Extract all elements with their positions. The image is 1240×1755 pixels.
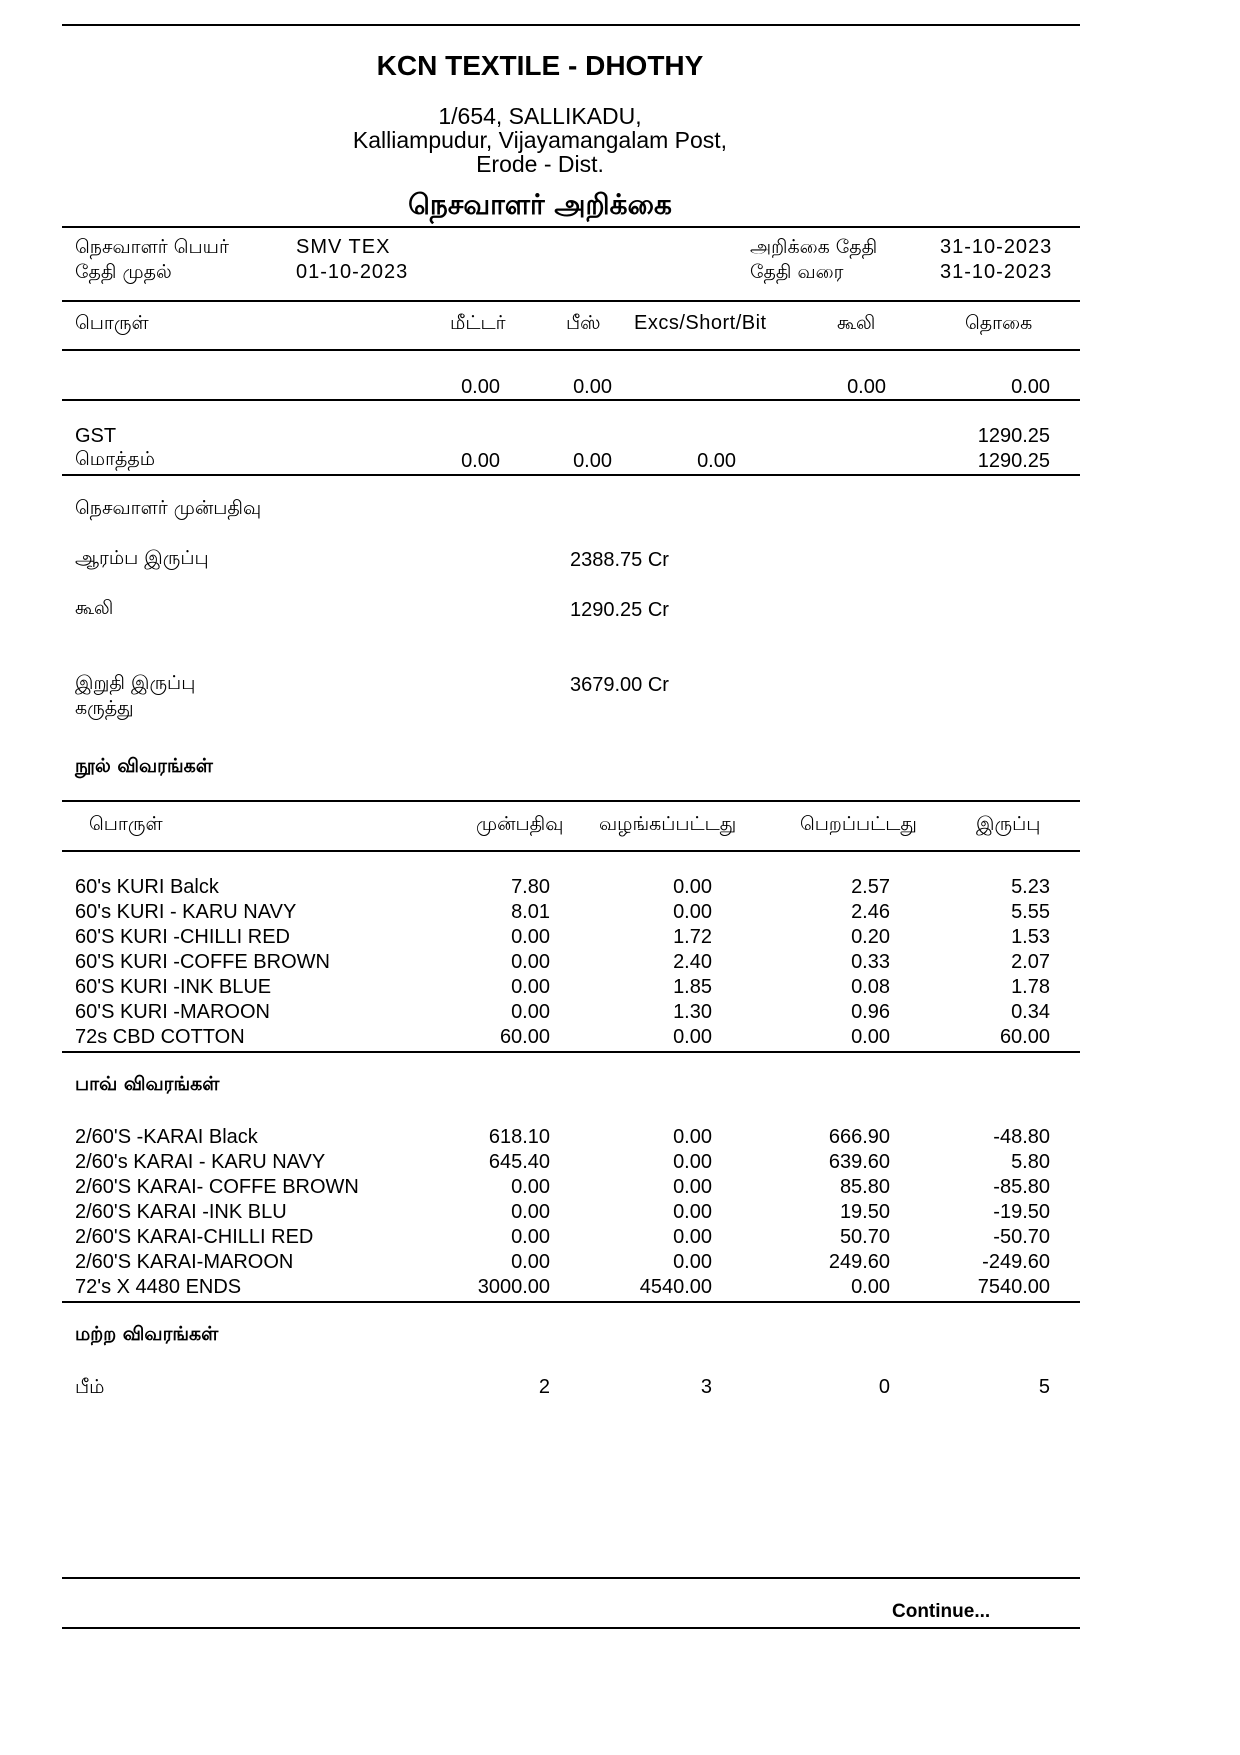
cell-a: 60.00 [499, 1026, 550, 1048]
cell-b: 4540.00 [639, 1276, 712, 1298]
cell-a: 3000.00 [477, 1276, 550, 1298]
cell-name: 2/60'S KARAI-MAROON [75, 1251, 294, 1273]
table-row [0, 1376, 1240, 1400]
main-row-rule [62, 399, 1080, 401]
cell-b: 0.00 [673, 1151, 712, 1173]
cell-d: 7540.00 [977, 1276, 1050, 1298]
yarn-header-balance: இருப்பு [976, 813, 1041, 835]
cell-c: 50.70 [839, 1226, 890, 1248]
cell-a: 618.10 [488, 1126, 550, 1148]
cell-b: 0.00 [673, 1026, 712, 1048]
cell-c: 0.00 [851, 1026, 890, 1048]
cell-a: 0.00 [511, 1176, 550, 1198]
cell-d: 1.53 [1011, 926, 1050, 948]
cell-name: 2/60'S KARAI- COFFE BROWN [75, 1176, 359, 1198]
table-row [0, 1126, 1240, 1150]
cell-b: 0.00 [673, 1226, 712, 1248]
cell-name: பீம் [75, 1376, 105, 1398]
address-line-1: 1/654, SALLIKADU, [438, 103, 642, 129]
cell-d: 0.34 [1011, 1001, 1050, 1023]
cell-c: 249.60 [828, 1251, 890, 1273]
cell-d: 60.00 [999, 1026, 1050, 1048]
address-line-2: Kalliampudur, Vijayamangalam Post, [352, 127, 728, 153]
cell-c: 2.57 [851, 876, 890, 898]
table-row [0, 926, 1240, 950]
table-row [0, 951, 1240, 975]
continue-label: Continue... [892, 1601, 991, 1622]
cell-d: -19.50 [993, 1201, 1050, 1223]
cell-c: 85.80 [839, 1176, 890, 1198]
table-row [0, 901, 1240, 925]
cell-c: 639.60 [828, 1151, 890, 1173]
opening-balance-label: ஆரம்ப இருப்பு [75, 547, 209, 569]
cell-c: 0.96 [851, 1001, 890, 1023]
main-row-piece: 0.00 [573, 376, 612, 398]
cell-b: 0.00 [673, 1251, 712, 1273]
yarn-bottom-rule [62, 1051, 1080, 1053]
cell-c: 0.00 [851, 1276, 890, 1298]
cell-name: 60'S KURI -CHILLI RED [75, 926, 290, 948]
cell-d: 1.78 [1011, 976, 1050, 998]
footer-bottom-rule [62, 1627, 1080, 1629]
opening-balance-value: 2388.75 Cr [570, 549, 669, 571]
cell-d: 2.07 [1011, 951, 1050, 973]
yarn-header-item: பொருள் [89, 813, 163, 835]
main-row-meter: 0.00 [461, 376, 500, 398]
yarn-header-advance: முன்பதிவு [476, 813, 564, 835]
cell-c: 0 [878, 1376, 890, 1398]
cell-c: 0.08 [851, 976, 890, 998]
cell-d: 5.55 [1011, 901, 1050, 923]
cell-b: 0.00 [673, 1176, 712, 1198]
cell-b: 2.40 [673, 951, 712, 973]
cell-d: -249.60 [982, 1251, 1050, 1273]
cell-b: 1.72 [673, 926, 712, 948]
document-title: நெசவாளர் அறிக்கை [408, 188, 672, 221]
table-row [0, 976, 1240, 1000]
date-to-label: தேதி வரை [750, 261, 844, 283]
warp-heading: பாவ் விவரங்கள் [75, 1073, 220, 1095]
cell-b: 3 [700, 1376, 712, 1398]
cell-c: 666.90 [828, 1126, 890, 1148]
cell-name: 60'S KURI -COFFE BROWN [75, 951, 330, 973]
cell-name: 2/60's KARAI - KARU NAVY [75, 1151, 326, 1173]
cell-c: 0.20 [851, 926, 890, 948]
date-from-label: தேதி முதல் [75, 261, 172, 283]
gst-label: GST [75, 425, 117, 447]
weaver-name-label: நெசவாளர் பெயர் [75, 236, 229, 258]
cell-b: 0.00 [673, 876, 712, 898]
table-row [0, 1251, 1240, 1275]
main-header-excs: Excs/Short/Bit [634, 312, 767, 334]
cell-d: 5.80 [1011, 1151, 1050, 1173]
cell-a: 0.00 [511, 1201, 550, 1223]
total-label: மொத்தம் [75, 448, 156, 470]
remarks-label: கருத்து [75, 697, 134, 719]
cell-c: 19.50 [839, 1201, 890, 1223]
table-row [0, 1001, 1240, 1025]
cell-a: 0.00 [511, 926, 550, 948]
main-header-rule [62, 349, 1080, 351]
other-heading: மற்ற விவரங்கள் [75, 1323, 219, 1345]
advance-wage-label: கூலி [75, 597, 114, 619]
yarn-header-received: பெறப்பட்டது [800, 813, 917, 835]
cell-d: -50.70 [993, 1226, 1050, 1248]
company-name: KCN TEXTILE - DHOTHY [376, 50, 704, 81]
gst-amount: 1290.25 [977, 425, 1050, 447]
closing-balance-value: 3679.00 Cr [570, 674, 669, 696]
cell-name: 60's KURI Balck [75, 876, 219, 898]
warp-bottom-rule [62, 1301, 1080, 1303]
cell-c: 0.33 [851, 951, 890, 973]
yarn-top-rule [62, 800, 1080, 802]
table-row [0, 1276, 1240, 1300]
table-row [0, 1226, 1240, 1250]
main-header-meter: மீட்டர் [450, 312, 506, 334]
yarn-header-rule [62, 850, 1080, 852]
total-piece: 0.00 [573, 450, 612, 472]
cell-a: 2 [538, 1376, 550, 1398]
main-row-wage: 0.00 [847, 376, 886, 398]
cell-b: 0.00 [673, 901, 712, 923]
weaver-name-value: SMV TEX [296, 236, 391, 258]
table-row [0, 1176, 1240, 1200]
total-excs: 0.00 [697, 450, 736, 472]
cell-a: 7.80 [511, 876, 550, 898]
top-rule [62, 24, 1080, 26]
table-row [0, 1201, 1240, 1225]
main-header-wage: கூலி [837, 312, 876, 334]
total-amount: 1290.25 [977, 450, 1050, 472]
advance-heading: நெசவாளர் முன்பதிவு [75, 497, 262, 519]
cell-b: 1.30 [673, 1001, 712, 1023]
main-header-piece: பீஸ் [566, 312, 601, 334]
cell-name: 60'S KURI -MAROON [75, 1001, 270, 1023]
cell-a: 8.01 [511, 901, 550, 923]
cell-name: 72s CBD COTTON [75, 1026, 245, 1048]
cell-c: 2.46 [851, 901, 890, 923]
table-row [0, 1026, 1240, 1050]
totals-rule [62, 474, 1080, 476]
main-row-amount: 0.00 [1011, 376, 1050, 398]
cell-name: 2/60'S KARAI -INK BLU [75, 1201, 287, 1223]
cell-name: 2/60'S -KARAI Black [75, 1126, 258, 1148]
table-row [0, 876, 1240, 900]
cell-name: 60'S KURI -INK BLUE [75, 976, 272, 998]
cell-d: -85.80 [993, 1176, 1050, 1198]
cell-a: 0.00 [511, 1226, 550, 1248]
cell-b: 0.00 [673, 1201, 712, 1223]
report-date-label: அறிக்கை தேதி [750, 236, 878, 258]
cell-a: 0.00 [511, 1251, 550, 1273]
cell-a: 645.40 [488, 1151, 550, 1173]
date-to-value: 31-10-2023 [940, 261, 1053, 283]
yarn-header-issued: வழங்கப்பட்டது [599, 813, 737, 835]
cell-a: 0.00 [511, 951, 550, 973]
info-rule [62, 300, 1080, 302]
yarn-heading: நூல் விவரங்கள் [75, 755, 213, 777]
total-meter: 0.00 [461, 450, 500, 472]
cell-b: 0.00 [673, 1126, 712, 1148]
main-header-item: பொருள் [75, 312, 149, 334]
cell-d: -48.80 [993, 1126, 1050, 1148]
closing-balance-label: இறுதி இருப்பு [75, 672, 196, 694]
cell-d: 5.23 [1011, 876, 1050, 898]
address-line-3: Erode - Dist. [476, 151, 604, 177]
footer-top-rule [62, 1577, 1080, 1579]
table-row [0, 1151, 1240, 1175]
cell-a: 0.00 [511, 1001, 550, 1023]
cell-name: 72's X 4480 ENDS [75, 1276, 242, 1298]
cell-name: 2/60'S KARAI-CHILLI RED [75, 1226, 314, 1248]
cell-name: 60's KURI - KARU NAVY [75, 901, 297, 923]
cell-a: 0.00 [511, 976, 550, 998]
cell-d: 5 [1038, 1376, 1050, 1398]
report-date-value: 31-10-2023 [940, 236, 1053, 258]
date-from-value: 01-10-2023 [296, 261, 409, 283]
header-rule [62, 226, 1080, 228]
cell-b: 1.85 [673, 976, 712, 998]
main-header-amount: தொகை [965, 312, 1033, 334]
advance-wage-value: 1290.25 Cr [570, 599, 669, 621]
